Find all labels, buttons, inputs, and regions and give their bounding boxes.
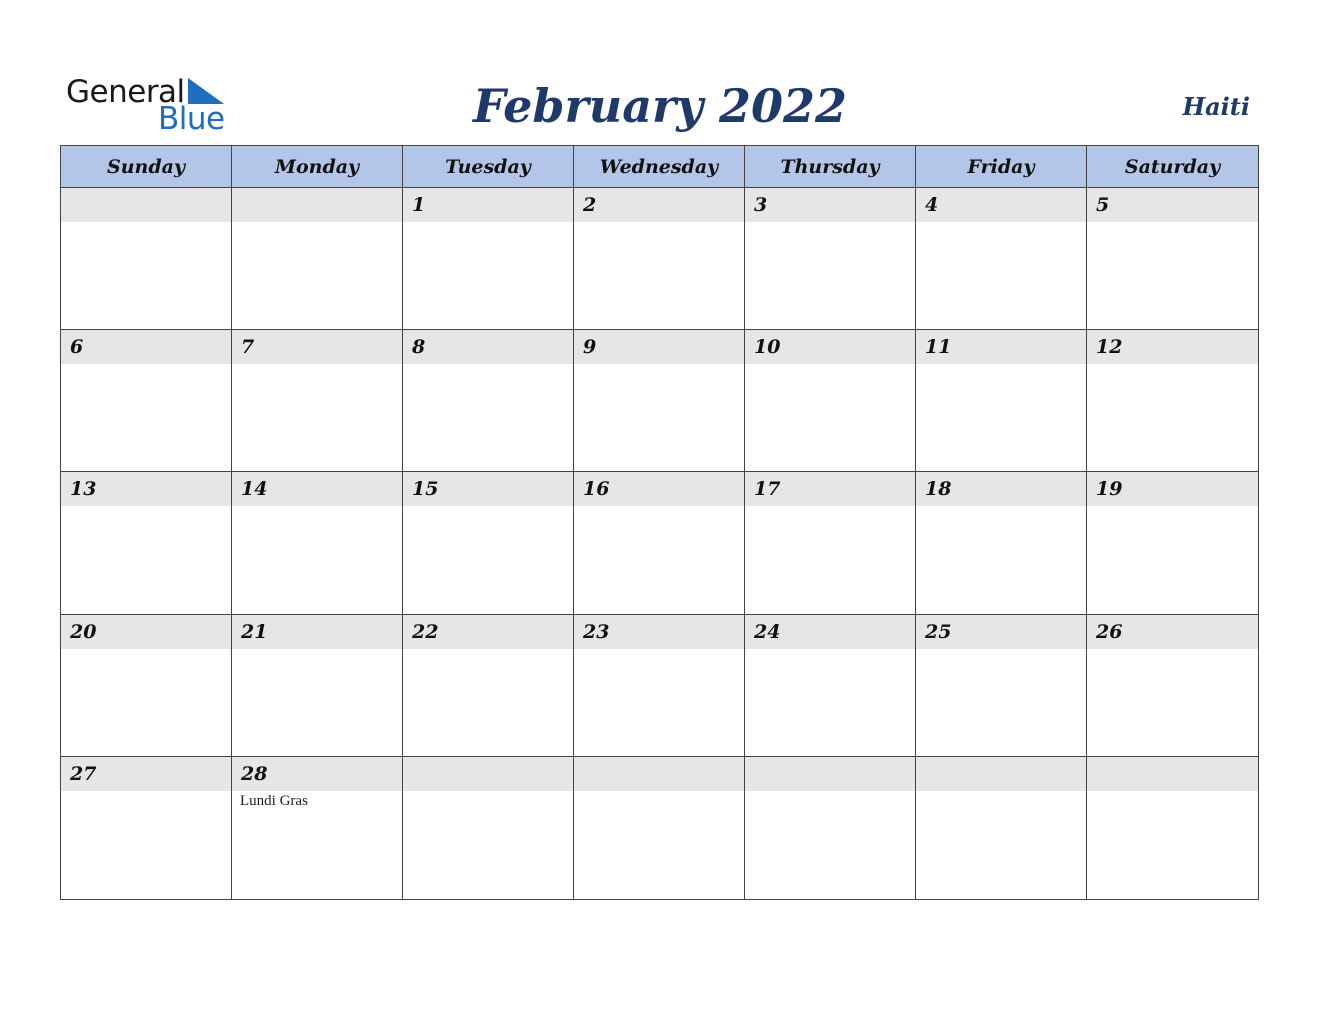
day-cell[interactable] bbox=[403, 188, 574, 330]
holiday-label bbox=[1087, 222, 1258, 224]
weekday-header: Saturday bbox=[1087, 146, 1258, 188]
day-number: 19 bbox=[1087, 472, 1258, 506]
day-number: 12 bbox=[1087, 330, 1258, 364]
day-number: 13 bbox=[61, 472, 231, 506]
holiday-label bbox=[232, 649, 402, 651]
day-cell[interactable] bbox=[574, 472, 745, 614]
day-cell[interactable] bbox=[61, 757, 232, 899]
day-number: 27 bbox=[61, 757, 231, 791]
holiday-label bbox=[403, 506, 573, 508]
day-number: 4 bbox=[916, 188, 1086, 222]
holiday-label bbox=[403, 649, 573, 651]
holiday-label bbox=[574, 791, 744, 793]
day-number: 25 bbox=[916, 615, 1086, 649]
holiday-label bbox=[232, 364, 402, 366]
day-cell[interactable] bbox=[61, 330, 232, 472]
holiday-label bbox=[745, 222, 915, 224]
day-cell[interactable] bbox=[1087, 757, 1258, 899]
day-cell[interactable] bbox=[1087, 472, 1258, 614]
day-cell[interactable] bbox=[574, 757, 745, 899]
day-number: 18 bbox=[916, 472, 1086, 506]
holiday-label bbox=[574, 506, 744, 508]
holiday-label bbox=[745, 506, 915, 508]
holiday-label bbox=[1087, 364, 1258, 366]
day-number: 14 bbox=[232, 472, 402, 506]
day-number: 8 bbox=[403, 330, 573, 364]
day-number: 17 bbox=[745, 472, 915, 506]
day-number: 24 bbox=[745, 615, 915, 649]
day-number: 9 bbox=[574, 330, 744, 364]
holiday-label bbox=[1087, 791, 1258, 793]
day-number: 22 bbox=[403, 615, 573, 649]
logo-word-general: General bbox=[66, 74, 185, 110]
holiday-label bbox=[574, 364, 744, 366]
holiday-label bbox=[745, 364, 915, 366]
day-cell[interactable] bbox=[403, 472, 574, 614]
day-cell[interactable] bbox=[403, 757, 574, 899]
holiday-label bbox=[1087, 506, 1258, 508]
holiday-label: Lundi Gras bbox=[240, 792, 308, 809]
day-cell[interactable] bbox=[232, 330, 403, 472]
day-cell[interactable] bbox=[916, 330, 1087, 472]
holiday-label bbox=[745, 791, 915, 793]
weekday-header: Tuesday bbox=[403, 146, 574, 188]
holiday-label bbox=[61, 506, 231, 508]
holiday-label bbox=[916, 506, 1086, 508]
weekday-header: Wednesday bbox=[574, 146, 745, 188]
day-number: 15 bbox=[403, 472, 573, 506]
holiday-label bbox=[1087, 649, 1258, 651]
day-cell[interactable] bbox=[403, 330, 574, 472]
day-number bbox=[574, 757, 744, 791]
day-number: 5 bbox=[1087, 188, 1258, 222]
day-number: 16 bbox=[574, 472, 744, 506]
day-cell[interactable] bbox=[61, 615, 232, 757]
weekday-header: Monday bbox=[232, 146, 403, 188]
day-cell[interactable] bbox=[574, 330, 745, 472]
day-cell[interactable] bbox=[1087, 615, 1258, 757]
day-cell[interactable] bbox=[745, 472, 916, 614]
holiday-label bbox=[232, 222, 402, 224]
holiday-label bbox=[574, 649, 744, 651]
day-cell[interactable] bbox=[61, 188, 232, 330]
day-number: 2 bbox=[574, 188, 744, 222]
day-cell[interactable] bbox=[574, 188, 745, 330]
day-number: 28 bbox=[232, 757, 402, 791]
day-number bbox=[232, 188, 402, 222]
day-cell[interactable] bbox=[403, 615, 574, 757]
holiday-label bbox=[403, 222, 573, 224]
day-cell[interactable] bbox=[745, 757, 916, 899]
day-number: 26 bbox=[1087, 615, 1258, 649]
day-cell[interactable] bbox=[916, 472, 1087, 614]
day-cell[interactable] bbox=[232, 472, 403, 614]
day-number bbox=[1087, 757, 1258, 791]
day-cell[interactable] bbox=[916, 615, 1087, 757]
day-cell[interactable] bbox=[916, 188, 1087, 330]
day-cell[interactable] bbox=[1087, 188, 1258, 330]
day-cell[interactable] bbox=[574, 615, 745, 757]
holiday-label bbox=[745, 649, 915, 651]
country-label: Haiti bbox=[1182, 92, 1250, 121]
holiday-label bbox=[61, 649, 231, 651]
day-cell[interactable] bbox=[1087, 330, 1258, 472]
holiday-label bbox=[61, 791, 231, 793]
day-cell[interactable] bbox=[745, 615, 916, 757]
holiday-label bbox=[916, 791, 1086, 793]
holiday-label bbox=[574, 222, 744, 224]
holiday-label bbox=[232, 506, 402, 508]
calendar-grid bbox=[60, 145, 1259, 900]
day-number bbox=[916, 757, 1086, 791]
day-number: 11 bbox=[916, 330, 1086, 364]
day-cell[interactable] bbox=[916, 757, 1087, 899]
day-number: 7 bbox=[232, 330, 402, 364]
logo-word-blue: Blue bbox=[158, 101, 225, 137]
day-number bbox=[61, 188, 231, 222]
day-number: 23 bbox=[574, 615, 744, 649]
day-number: 10 bbox=[745, 330, 915, 364]
day-cell[interactable] bbox=[745, 188, 916, 330]
holiday-label bbox=[916, 222, 1086, 224]
holiday-label bbox=[403, 364, 573, 366]
day-number: 6 bbox=[61, 330, 231, 364]
holiday-label bbox=[916, 364, 1086, 366]
weekday-header: Sunday bbox=[61, 146, 232, 188]
holiday-label bbox=[916, 649, 1086, 651]
day-number: 20 bbox=[61, 615, 231, 649]
holiday-label bbox=[61, 364, 231, 366]
weekday-header: Thursday bbox=[745, 146, 916, 188]
day-cell[interactable] bbox=[232, 188, 403, 330]
day-number bbox=[745, 757, 915, 791]
holiday-label bbox=[61, 222, 231, 224]
day-cell[interactable] bbox=[745, 330, 916, 472]
day-cell[interactable] bbox=[232, 615, 403, 757]
page-title: February 2022 bbox=[472, 79, 848, 133]
day-number bbox=[403, 757, 573, 791]
day-number: 3 bbox=[745, 188, 915, 222]
day-cell[interactable] bbox=[61, 472, 232, 614]
holiday-label bbox=[403, 791, 573, 793]
day-cell[interactable] bbox=[232, 757, 403, 899]
weekday-header: Friday bbox=[916, 146, 1087, 188]
day-number: 1 bbox=[403, 188, 573, 222]
day-number: 21 bbox=[232, 615, 402, 649]
